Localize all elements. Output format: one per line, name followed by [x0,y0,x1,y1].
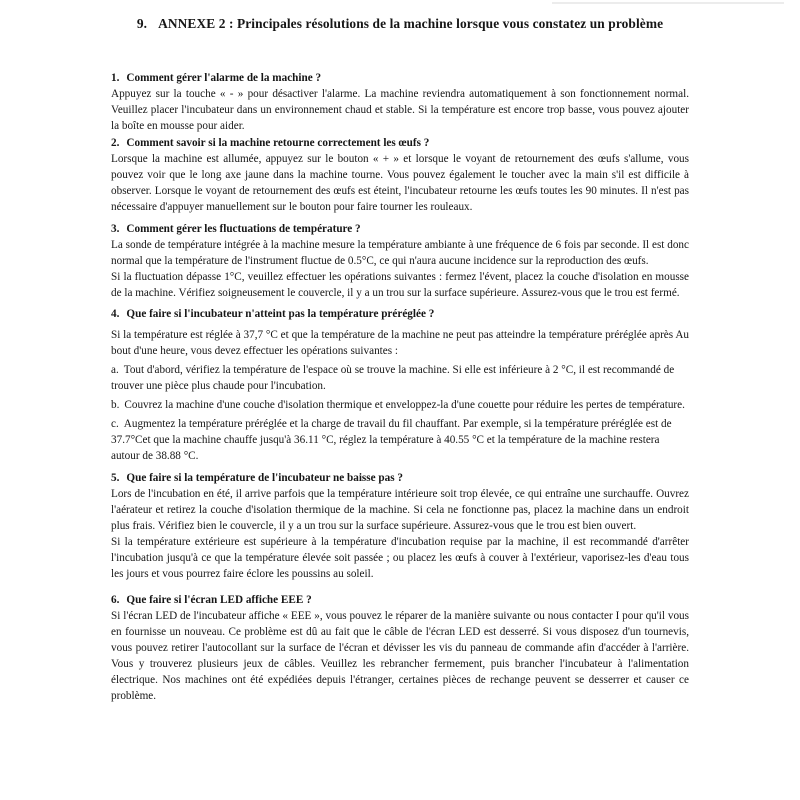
faq-section-6 [111,592,689,704]
list-item-label: a. [111,364,119,376]
section-heading [111,470,689,486]
paragraph: Appuyez sur la touche « - » pour désactiver l'alarme. La machine reviendra automatiquement à son fonctionnement normal. Veuillez placer l'incubateur dans un environnement chaud et stable. Si la température est encore trop basse, vous pouvez ajouter la boîte en mousse pour aider. [111,88,689,132]
heading-text: Que faire si l'écran LED affiche EEE ? [126,594,312,606]
list-item-label: b. [111,399,120,411]
heading-number: 3. [111,223,120,235]
heading-text: Comment savoir si la machine retourne correctement les œufs ? [126,137,430,149]
heading-number: 5. [111,472,120,484]
heading-number: 4. [111,308,120,320]
section-heading [111,592,689,608]
page-title [111,14,689,34]
paragraph: Si la température extérieure est supérieure à la température d'incubation requise par la machine, il est recommandé d'arrêter l'incubation jusqu'à ce que la température élevée soit passée ; ou placez les œufs à couver à l'extérieur, vaporisez-les d'eau tous les jours et vous pourrez faire éclore les poussins au soleil. [111,536,689,580]
section-heading [111,221,689,237]
paragraph: Si la température est réglée à 37,7 °C et que la température de la machine ne peut pas atteindre la température préréglée après Au bout d'une heure, vous devez effectuer les opérations suivantes : [111,329,689,357]
heading-number: 6. [111,594,120,606]
list-item [111,362,689,394]
faq-section-5 [111,470,689,582]
section-heading [111,306,689,322]
paragraph: Si la fluctuation dépasse 1°C, veuillez effectuer les opérations suivantes : fermez l'évent, placez la couche d'isolation en mousse de la machine. Vérifiez soigneusement le couvercle, il y a un trou sur la surface supérieure. Assurez-vous que le trou est fermé. [111,271,689,299]
page-edge-artifact-line [552,2,784,4]
section-heading [111,70,689,86]
list-item [111,416,689,464]
list-item-label: c. [111,418,119,430]
title-number: 9. [136,16,148,31]
faq-section-1 [111,70,689,134]
faq-section-2 [111,135,689,215]
heading-number: 1. [111,72,120,84]
paragraph: La sonde de température intégrée à la machine mesure la température ambiante à une fréquence de 6 fois par seconde. Il est donc normal que la température de l'instrument fluctue de 0.5°C, ce qui n'aura aucune incidence sur la reproduction des œufs. [111,239,689,267]
faq-section-3 [111,221,689,301]
heading-text: Comment gérer l'alarme de la machine ? [126,72,322,84]
title-text: ANNEXE 2 : Principales résolutions de la machine lorsque vous constatez un problème [158,16,664,31]
list-item-text: Couvrez la machine d'une couche d'isolation thermique et enveloppez-la d'une couette pour réduire les pertes de température. [124,399,685,411]
heading-number: 2. [111,137,120,149]
document-page [111,10,689,704]
paragraph: Lorsque la machine est allumée, appuyez sur le bouton « + » et lorsque le voyant de retournement des œufs s'allume, vous pouvez voir que le long axe jaune dans la machine tourne. Vous pouvez également le toucher avec la main s'il est difficile à observer. Lorsque le voyant de retournement des œufs est éteint, l'incubateur retourne les œufs toutes les 90 minutes. Il n'est pas nécessaire d'appuyer manuellement sur le bouton pour faire tourner les rouleaux. [111,153,689,213]
list-item-text: Tout d'abord, vérifiez la température de l'espace où se trouve la machine. Si elle est inférieure à 2 °C, il est recommandé de trouver une pièce plus chaude pour l'incubation. [111,364,675,392]
list-item [111,397,689,413]
heading-text: Que faire si la température de l'incubateur ne baisse pas ? [126,472,403,484]
heading-text: Comment gérer les fluctuations de température ? [126,223,361,235]
paragraph: Lors de l'incubation en été, il arrive parfois que la température intérieure soit trop élevée, ce qui entraîne une surchauffe. Ouvrez l'aérateur et retirez la couche d'isolation thermique de la machine. Si cela ne fonctionne pas, placez la machine dans un endroit plus frais. Vérifiez bien le couvercle, il y a un trou sur la surface supérieure. Assurez-vous que le trou est bien ouvert. [111,488,689,532]
faq-section-4 [111,306,689,464]
list-item-text: Augmentez la température préréglée et la charge de travail du fil chauffant. Par exemple, si la température préréglée est de 37.7°Cet que la machine chauffe jusqu'à 36.11 °C, réglez la température à 40.55 °C et la température de la machine restera autour de 38.88 °C. [111,418,672,462]
heading-text: Que faire si l'incubateur n'atteint pas la température préréglée ? [126,308,435,320]
section-heading [111,135,689,151]
paragraph: Si l'écran LED de l'incubateur affiche « EEE », vous pouvez le réparer de la manière suivante ou nous contacter I pour qu'il vous en fournisse un nouveau. Ce problème est dû au fait que le câble de l'écran LED est desserré. Si vous disposez d'un tournevis, vous pouvez retirer l'autocollant sur la surface de l'écran et dévisser les vis du panneau de commande afin d'accéder à l'arrière. Vous y trouverez plusieurs jeux de câbles. Veuillez les rebrancher fermement, puis brancher l'incubateur à l'alimentation électrique. Nos machines ont été expédiées depuis l'étranger, certaines pièces de rechange peuvent se desserrer et causer ce problème. [111,610,689,702]
